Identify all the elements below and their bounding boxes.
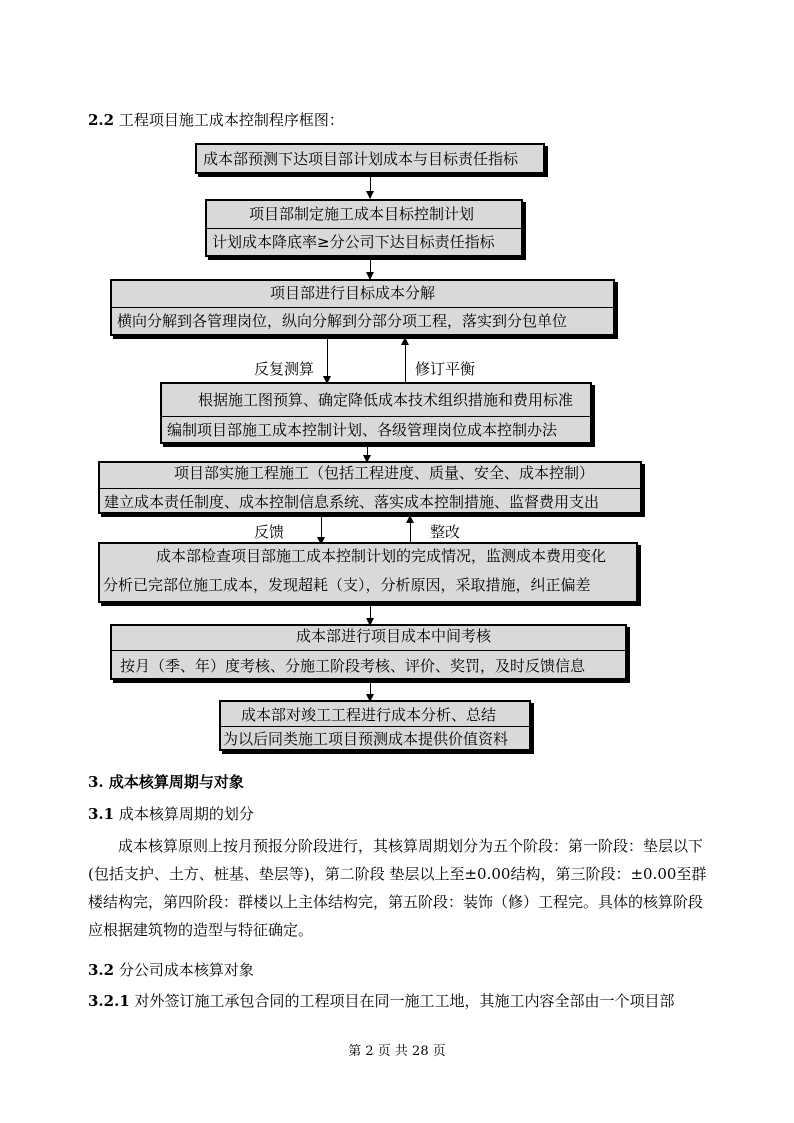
flow-box-8 bbox=[219, 700, 531, 751]
flow-box-7-line-2: 按月（季、年）度考核、分施工阶段考核、评价、奖罚，及时反馈信息 bbox=[112, 650, 625, 676]
section-title: 分公司成本核算对象 bbox=[118, 961, 254, 979]
label-recalc: 反复测算 bbox=[254, 360, 315, 378]
section-number: 3. bbox=[88, 773, 104, 791]
flow-box-7 bbox=[110, 624, 627, 680]
flow-box-4-line-1: 根据施工图预算、确定降低成本技术组织措施和费用标准 bbox=[198, 391, 574, 409]
flow-box-5 bbox=[98, 461, 642, 514]
section-text: 对外签订施工承包合同的工程项目在同一施工工地，其施工内容全部由一个项目部 bbox=[134, 992, 675, 1010]
flow-box-2-line-1: 项目部制定施工成本目标控制计划 bbox=[249, 205, 475, 223]
flow-box-6-line-2: 分析已完部位施工成本，发现超耗（支），分析原因，采取措施，纠正偏差 bbox=[103, 576, 591, 594]
label-rectify: 整改 bbox=[430, 523, 461, 541]
section-title: 工程项目施工成本控制程序框图： bbox=[118, 111, 344, 129]
flow-box-4-line-2: 编制项目部施工成本控制计划、各级管理岗位成本控制办法 bbox=[162, 416, 590, 440]
flow-box-6-line-1: 成本部检查项目部施工成本控制计划的完成情况，监测成本费用变化 bbox=[156, 547, 607, 565]
flow-box-5-line-2: 建立成本责任制度、成本控制信息系统、落实成本控制措施、监督费用支出 bbox=[100, 488, 640, 512]
page-footer: 第 2 页 共 28 页 bbox=[348, 1044, 446, 1059]
flow-box-8-line-1: 成本部对竣工工程进行成本分析、总结 bbox=[241, 706, 497, 724]
flow-box-1 bbox=[195, 143, 545, 174]
section-number: 2.2 bbox=[88, 111, 115, 129]
section-title: 成本核算周期与对象 bbox=[108, 773, 244, 791]
flow-box-6 bbox=[98, 542, 638, 603]
section-number: 3.2 bbox=[88, 961, 115, 979]
arrow-up-revise bbox=[405, 338, 406, 383]
section-3-2-heading bbox=[88, 960, 254, 980]
arrow-7 bbox=[370, 682, 371, 701]
flow-box-7-line-1: 成本部进行项目成本中间考核 bbox=[296, 627, 492, 645]
flow-box-5-line-1: 项目部实施工程施工（包括工程进度、质量、安全、成本控制） bbox=[174, 464, 595, 482]
paragraph-3-1-text: 成本核算原则上按月预报分阶段进行，其核算周期划分为五个阶段：第一阶段：垫层以下(包括支护、土方、桩基、垫层等)，第二阶段 垫层以上至±0.00结构，第三阶段：±0.00至群楼结构完，第四阶段：群楼以上主体结构完，第五阶段：装饰（修）工程完。具体的核算阶段应根据建筑物的造型与特征确定。 bbox=[88, 837, 707, 939]
arrow-up-rectify bbox=[410, 516, 411, 544]
flow-box-4 bbox=[160, 382, 592, 444]
flow-box-3-line-2: 横向分解到各管理岗位，纵向分解到分部分项工程，落实到分包单位 bbox=[112, 307, 613, 331]
flow-box-2 bbox=[205, 199, 523, 257]
section-2-2-heading bbox=[88, 110, 344, 130]
arrow-down-recalc bbox=[327, 338, 328, 383]
flow-box-2-line-2: 计划成本降底率≥分公司下达目标责任指标 bbox=[207, 228, 521, 252]
arrow-4 bbox=[367, 446, 368, 462]
arrow-1 bbox=[370, 176, 371, 198]
flow-box-1-text: 成本部预测下达项目部计划成本与目标责任指标 bbox=[203, 150, 519, 168]
section-3-2-1-paragraph bbox=[88, 991, 675, 1011]
label-revise: 修订平衡 bbox=[415, 360, 476, 378]
arrow-2 bbox=[370, 259, 371, 279]
section-title: 成本核算周期的划分 bbox=[118, 805, 254, 823]
paragraph-3-1 bbox=[88, 832, 710, 944]
flow-box-8-line-2: 为以后同类施工项目预测成本提供价值资料 bbox=[221, 726, 529, 749]
section-3-heading bbox=[88, 772, 244, 792]
flow-box-3 bbox=[110, 279, 615, 336]
section-number: 3.2.1 bbox=[88, 992, 130, 1010]
section-3-1-heading bbox=[88, 804, 254, 824]
flow-box-3-line-1: 项目部进行目标成本分解 bbox=[270, 284, 436, 302]
section-number: 3.1 bbox=[88, 805, 115, 823]
arrow-6 bbox=[370, 605, 371, 625]
label-feedback: 反馈 bbox=[254, 523, 285, 541]
arrow-down-feedback bbox=[321, 516, 322, 544]
